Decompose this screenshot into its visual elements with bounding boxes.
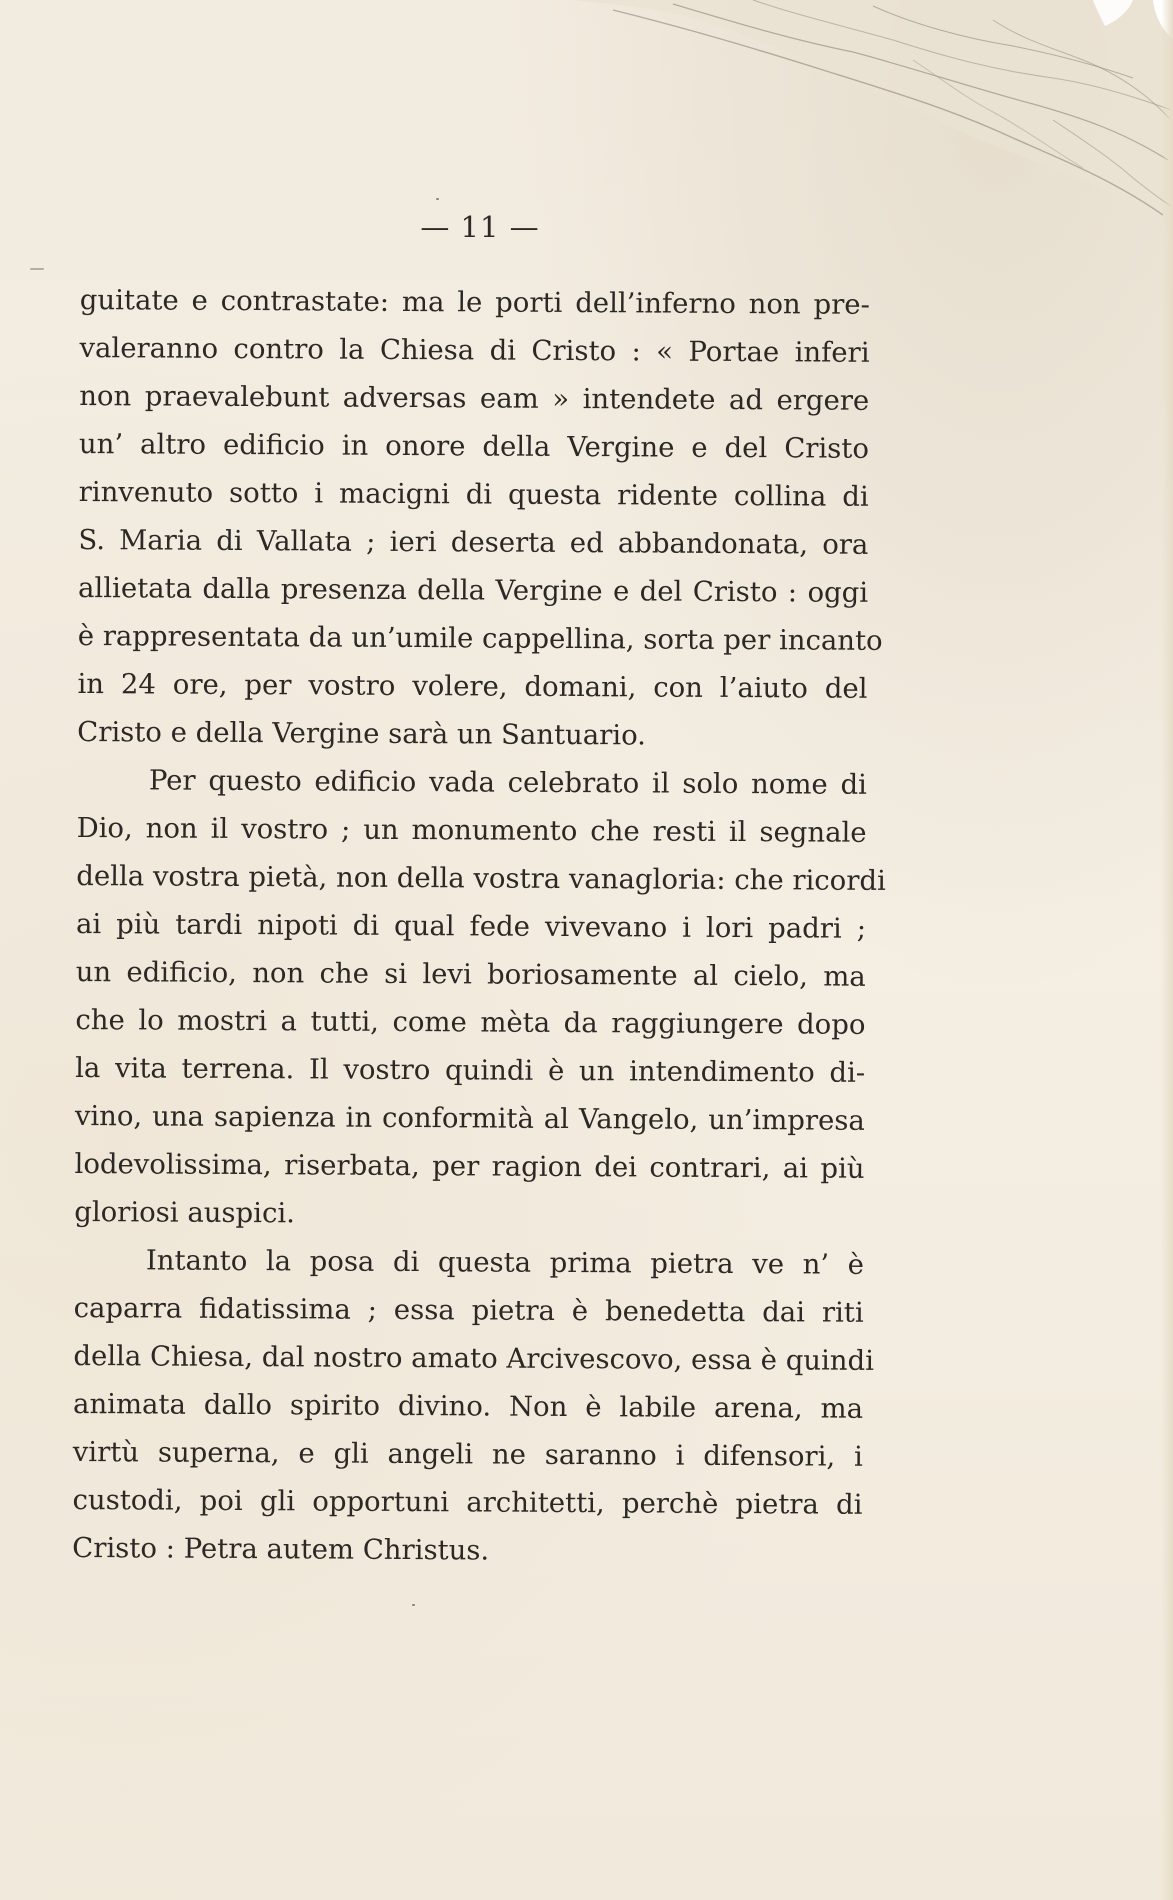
text-line: caparra fidatissima ; essa pietra è benedetta dai riti [73, 1291, 864, 1329]
text-line: la vita terrena. Il vostro quindi è un intendimento di- [75, 1051, 866, 1089]
text-line: un edificio, non che si levi boriosamente al cielo, ma [75, 955, 866, 993]
text-line: Intanto la posa di questa prima pietra ve n’ è [145, 1244, 865, 1281]
paper-speck [436, 198, 439, 200]
text-line: della vostra pietà, non della vostra vanagloria: che ricordi [76, 859, 886, 897]
text-line: della Chiesa, dal nostro amato Arcivescovo, essa è quindi [73, 1339, 875, 1377]
text-line: Cristo e della Vergine sarà un Santuario. [77, 715, 647, 752]
text-line: rinvenuto sotto i macigni di questa ridente collina di [78, 475, 869, 513]
paragraph-1 [77, 276, 883, 761]
text-line: virtù superna, e gli angeli ne saranno i difensori, i [72, 1435, 863, 1473]
paper-mark [30, 268, 44, 270]
text-line: che lo mostri a tutti, come mèta da raggiungere dopo [75, 1003, 866, 1041]
paragraph-3 [72, 1236, 875, 1577]
text-line: un’ altro edificio in onore della Vergine e del Cristo [78, 427, 870, 465]
text-line: è rappresentata da un’umile cappellina, sorta per incanto [77, 619, 883, 657]
text-line: guitate e contrastate: ma le porti dell’inferno non pre- [79, 283, 870, 321]
text-line: non praevalebunt adversas eam » intendete ad ergere [79, 379, 870, 417]
text-line: animata dallo spirito divino. Non è labile arena, ma [73, 1387, 864, 1425]
paragraph-2 [74, 756, 886, 1241]
text-line: Dio, non il vostro ; un monumento che resti il segnale [76, 811, 867, 849]
text-line: vino, una sapienza in conformità al Vangelo, un’impresa [74, 1099, 865, 1137]
text-line: S. Maria di Vallata ; ieri deserta ed abbandonata, ora [78, 523, 869, 561]
torn-paper-corner [493, 0, 1173, 230]
page-edge-shadow [1161, 0, 1173, 1900]
text-line: lodevolissima, riserbata, per ragion dei contrari, ai più [74, 1147, 865, 1185]
text-line: Cristo : Petra autem Christus. [72, 1531, 490, 1567]
text-line: valeranno contro la Chiesa di Cristo : « Portae inferi [79, 331, 870, 369]
text-line: in 24 ore, per vostro volere, domani, con l’aiuto del [77, 667, 868, 705]
text-line: ai più tardi nipoti di qual fede vivevano i lori padri ; [75, 907, 867, 945]
text-line: allietata dalla presenza della Vergine e del Cristo : oggi [77, 571, 869, 609]
page-number: — 11 — [420, 210, 540, 244]
text-line: Per questo edificio vada celebrato il solo nome di [148, 764, 868, 801]
text-line: gloriosi auspici. [74, 1195, 296, 1230]
text-line: custodi, poi gli opportuni architetti, perchè pietra di [72, 1483, 863, 1521]
body-text [72, 276, 886, 1577]
paper-speck [412, 1604, 415, 1606]
